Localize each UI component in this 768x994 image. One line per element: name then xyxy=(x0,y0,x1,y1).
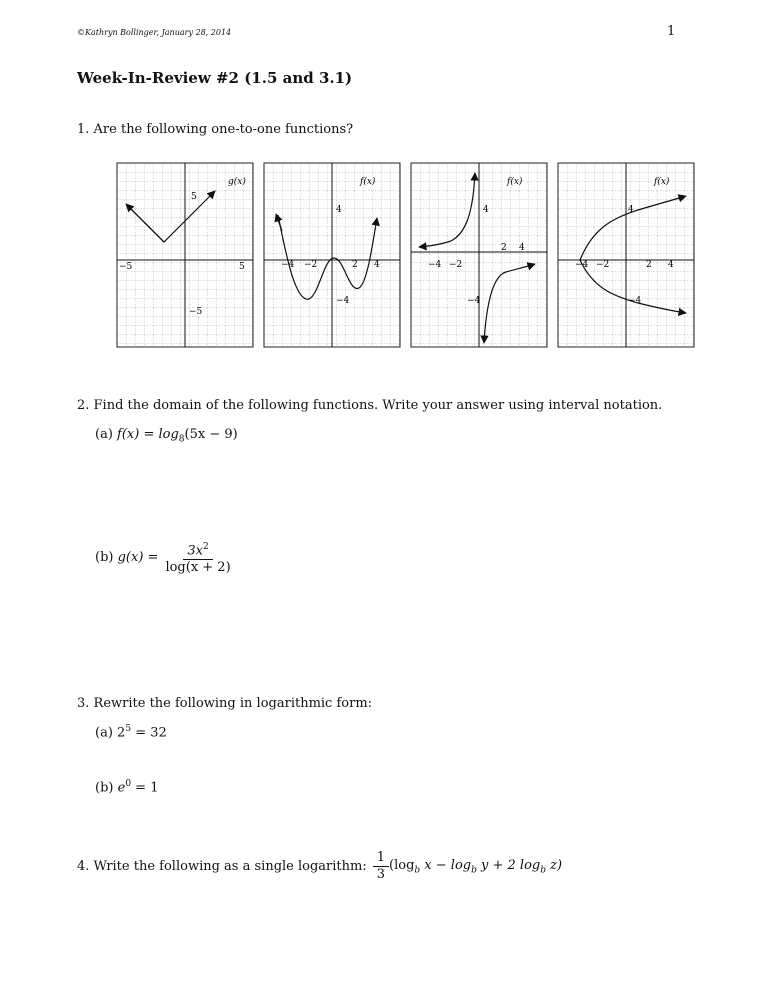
q2a-arg: (5x − 9) xyxy=(184,427,238,442)
q2b-lhs: g(x) = xyxy=(117,550,159,566)
q4-numerator: 1 xyxy=(373,851,389,867)
x-tick: −4 xyxy=(575,260,589,270)
x-tick: −4 xyxy=(428,260,442,270)
x-tick: 5 xyxy=(239,262,245,272)
page-number: 1 xyxy=(667,24,676,39)
x-tick: 4 xyxy=(519,243,525,253)
q3a-base: 2 xyxy=(117,725,126,741)
x-tick: 2 xyxy=(501,243,507,253)
graph-label: f(x) xyxy=(654,177,670,187)
question-3-prompt: 3. Rewrite the following in logarithmic form: xyxy=(77,696,373,711)
graph-f-x-3 xyxy=(558,163,694,347)
q3b-exponent: 0 xyxy=(125,779,132,789)
q4-expression: ($\log_b$ $x - \log_b y + 2$ $\log_b z$) xyxy=(389,857,563,876)
graph-label: g(x) xyxy=(228,177,246,187)
q2a-base: 8 xyxy=(178,434,185,445)
question-2a xyxy=(95,427,238,445)
graph-label: f(x) xyxy=(360,177,376,187)
x-tick: −2 xyxy=(596,260,610,270)
part-label: (a) xyxy=(95,725,113,741)
y-tick: −4 xyxy=(336,296,350,306)
question-2b xyxy=(95,540,235,575)
y-tick: 4 xyxy=(336,205,342,215)
x-tick: −4 xyxy=(281,260,295,270)
question-4-prompt: 4. Write the following as a single logarithm: xyxy=(77,859,367,874)
q3a-exponent: 5 xyxy=(125,724,132,734)
x-tick: 4 xyxy=(374,260,380,270)
question-1-prompt: 1. Are the following one-to-one functions? xyxy=(77,122,354,137)
part-label: (b) xyxy=(95,780,114,796)
graph-f-x-1 xyxy=(264,163,400,347)
part-label: (b) xyxy=(95,550,114,566)
x-tick: 4 xyxy=(668,260,674,270)
y-tick: −5 xyxy=(189,307,203,317)
y-tick: 4 xyxy=(483,205,489,215)
page-title: Week-In-Review #2 (1.5 and 3.1) xyxy=(77,69,353,87)
y-tick: −4 xyxy=(467,296,481,306)
q3b-rhs: = 1 xyxy=(131,780,159,796)
x-tick: −2 xyxy=(449,260,463,270)
y-tick: 5 xyxy=(191,192,197,202)
question-2-prompt: 2. Find the domain of the following functions. Write your answer using interval notation. xyxy=(77,398,663,413)
q2b-fraction xyxy=(161,540,234,575)
q4-fraction xyxy=(373,851,389,882)
copyright-header: ©Kathryn Bollinger, January 28, 2014 xyxy=(77,28,232,37)
y-tick: −4 xyxy=(628,296,642,306)
q2b-denominator: log(x + 2) xyxy=(165,560,231,576)
part-label: (a) xyxy=(95,427,113,442)
y-tick: 4 xyxy=(628,205,634,215)
question-3a xyxy=(95,724,167,740)
q2b-exponent: 2 xyxy=(202,542,209,552)
q2a-lhs: f(x) = log xyxy=(117,427,179,442)
x-tick: 2 xyxy=(646,260,652,270)
q3a-rhs: = 32 xyxy=(131,725,167,741)
graph-f-x-2 xyxy=(411,163,547,347)
graph-label: f(x) xyxy=(507,177,523,187)
q4-denominator: 3 xyxy=(376,867,386,882)
q2b-numerator: 3x xyxy=(187,543,203,559)
x-tick: −2 xyxy=(304,260,318,270)
question-3b xyxy=(95,779,158,795)
x-tick: −5 xyxy=(119,262,133,272)
question-4 xyxy=(77,851,562,882)
q3b-base: e xyxy=(117,780,126,796)
graph-g-x xyxy=(117,163,253,347)
x-tick: 2 xyxy=(352,260,358,270)
